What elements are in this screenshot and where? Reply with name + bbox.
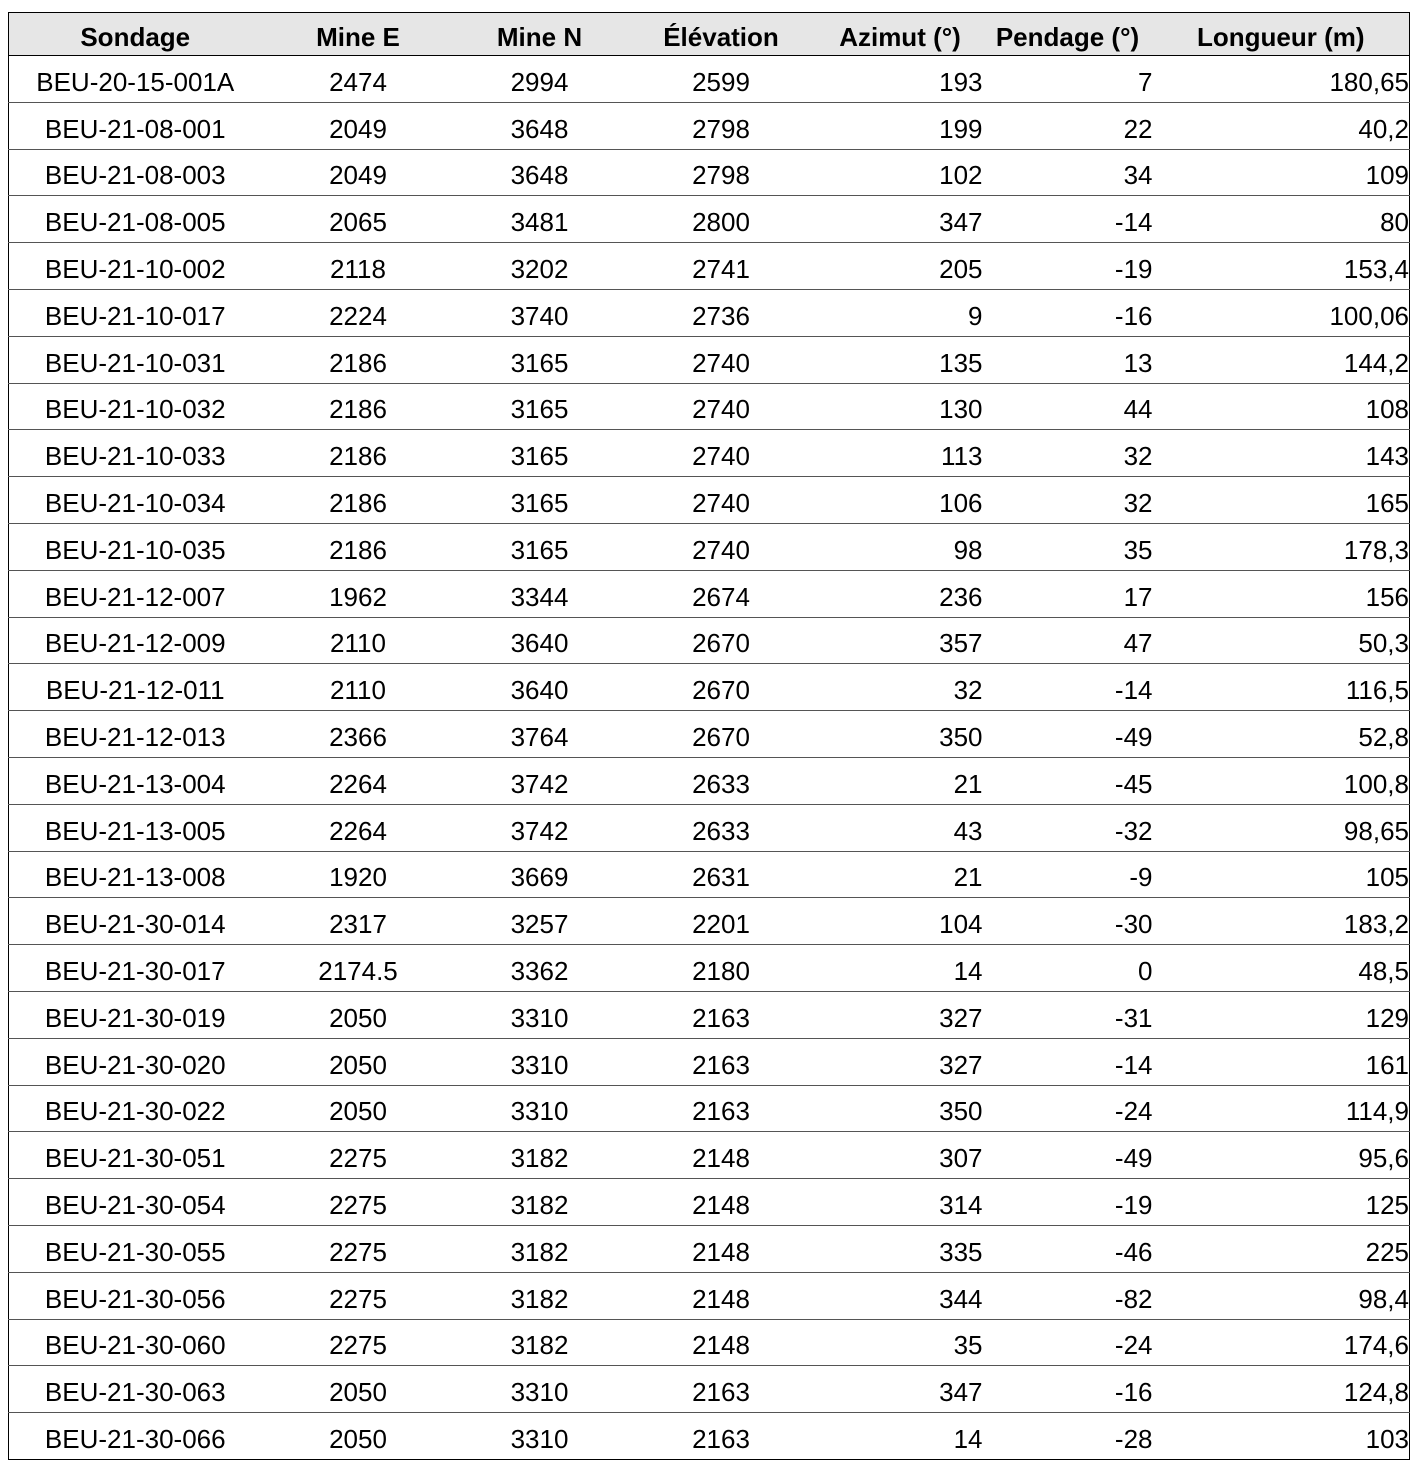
cell-sondage: BEU-21-30-060 [9, 1319, 262, 1366]
cell-elevation: 2740 [625, 383, 818, 430]
cell-longueur: 161 [1153, 1038, 1410, 1085]
cell-pendage: -19 [983, 1179, 1153, 1226]
cell-mine-n: 3640 [455, 617, 625, 664]
cell-azimut: 102 [818, 149, 983, 196]
header-elevation: Élévation [625, 13, 818, 56]
cell-azimut: 327 [818, 991, 983, 1038]
cell-mine-e: 2275 [262, 1225, 455, 1272]
cell-mine-n: 3742 [455, 804, 625, 851]
cell-sondage: BEU-21-13-004 [9, 757, 262, 804]
cell-pendage: 32 [983, 430, 1153, 477]
cell-pendage: -14 [983, 664, 1153, 711]
table-row [9, 664, 1410, 711]
cell-mine-n: 3764 [455, 711, 625, 758]
cell-sondage: BEU-21-08-003 [9, 149, 262, 196]
cell-azimut: 236 [818, 570, 983, 617]
header-mine-e: Mine E [262, 13, 455, 56]
cell-pendage: -31 [983, 991, 1153, 1038]
cell-azimut: 21 [818, 851, 983, 898]
cell-azimut: 344 [818, 1272, 983, 1319]
cell-mine-n: 3362 [455, 945, 625, 992]
cell-longueur: 156 [1153, 570, 1410, 617]
cell-mine-n: 3257 [455, 898, 625, 945]
cell-elevation: 2148 [625, 1272, 818, 1319]
cell-azimut: 106 [818, 477, 983, 524]
cell-mine-n: 3182 [455, 1179, 625, 1226]
cell-elevation: 2740 [625, 336, 818, 383]
cell-longueur: 178,3 [1153, 523, 1410, 570]
cell-pendage: -82 [983, 1272, 1153, 1319]
cell-mine-e: 2186 [262, 383, 455, 430]
cell-elevation: 2741 [625, 243, 818, 290]
cell-longueur: 95,6 [1153, 1132, 1410, 1179]
cell-longueur: 165 [1153, 477, 1410, 524]
cell-mine-n: 3481 [455, 196, 625, 243]
cell-mine-e: 2186 [262, 523, 455, 570]
cell-mine-n: 3165 [455, 477, 625, 524]
cell-azimut: 43 [818, 804, 983, 851]
cell-azimut: 32 [818, 664, 983, 711]
cell-pendage: 13 [983, 336, 1153, 383]
cell-mine-e: 2110 [262, 617, 455, 664]
cell-longueur: 225 [1153, 1225, 1410, 1272]
cell-mine-n: 3310 [455, 1038, 625, 1085]
cell-mine-n: 3742 [455, 757, 625, 804]
table-row [9, 617, 1410, 664]
cell-pendage: 44 [983, 383, 1153, 430]
cell-pendage: -28 [983, 1413, 1153, 1460]
cell-elevation: 2670 [625, 711, 818, 758]
cell-longueur: 80 [1153, 196, 1410, 243]
cell-pendage: -46 [983, 1225, 1153, 1272]
cell-mine-e: 2317 [262, 898, 455, 945]
cell-elevation: 2740 [625, 430, 818, 477]
cell-longueur: 109 [1153, 149, 1410, 196]
cell-azimut: 347 [818, 1366, 983, 1413]
cell-sondage: BEU-21-10-032 [9, 383, 262, 430]
table-row [9, 991, 1410, 1038]
cell-longueur: 100,06 [1153, 289, 1410, 336]
cell-longueur: 98,4 [1153, 1272, 1410, 1319]
cell-elevation: 2798 [625, 102, 818, 149]
cell-mine-e: 2275 [262, 1179, 455, 1226]
cell-azimut: 357 [818, 617, 983, 664]
cell-mine-n: 3310 [455, 991, 625, 1038]
cell-azimut: 21 [818, 757, 983, 804]
cell-azimut: 14 [818, 945, 983, 992]
cell-mine-e: 1920 [262, 851, 455, 898]
cell-mine-n: 3344 [455, 570, 625, 617]
cell-pendage: -14 [983, 1038, 1153, 1085]
cell-elevation: 2798 [625, 149, 818, 196]
table-row [9, 570, 1410, 617]
cell-pendage: 7 [983, 56, 1153, 103]
cell-mine-e: 2050 [262, 1085, 455, 1132]
cell-sondage: BEU-21-30-066 [9, 1413, 262, 1460]
cell-sondage: BEU-21-30-063 [9, 1366, 262, 1413]
cell-pendage: 17 [983, 570, 1153, 617]
header-longueur: Longueur (m) [1153, 13, 1410, 56]
cell-elevation: 2670 [625, 664, 818, 711]
cell-pendage: 22 [983, 102, 1153, 149]
cell-azimut: 104 [818, 898, 983, 945]
table-row [9, 523, 1410, 570]
cell-longueur: 143 [1153, 430, 1410, 477]
cell-sondage: BEU-21-12-007 [9, 570, 262, 617]
cell-mine-e: 2275 [262, 1319, 455, 1366]
cell-mine-e: 1962 [262, 570, 455, 617]
cell-elevation: 2599 [625, 56, 818, 103]
cell-pendage: -9 [983, 851, 1153, 898]
header-row [9, 13, 1410, 56]
cell-sondage: BEU-21-08-001 [9, 102, 262, 149]
cell-mine-n: 3182 [455, 1132, 625, 1179]
cell-elevation: 2631 [625, 851, 818, 898]
cell-sondage: BEU-21-30-017 [9, 945, 262, 992]
cell-mine-e: 2186 [262, 430, 455, 477]
cell-longueur: 50,3 [1153, 617, 1410, 664]
cell-pendage: 32 [983, 477, 1153, 524]
cell-sondage: BEU-21-08-005 [9, 196, 262, 243]
cell-pendage: 35 [983, 523, 1153, 570]
cell-mine-n: 3669 [455, 851, 625, 898]
cell-pendage: -24 [983, 1085, 1153, 1132]
cell-elevation: 2163 [625, 991, 818, 1038]
cell-mine-e: 2050 [262, 991, 455, 1038]
table-row [9, 196, 1410, 243]
cell-mine-n: 3310 [455, 1413, 625, 1460]
cell-azimut: 135 [818, 336, 983, 383]
cell-sondage: BEU-21-30-055 [9, 1225, 262, 1272]
cell-pendage: 0 [983, 945, 1153, 992]
cell-elevation: 2736 [625, 289, 818, 336]
cell-elevation: 2163 [625, 1413, 818, 1460]
cell-pendage: -16 [983, 1366, 1153, 1413]
cell-mine-e: 2275 [262, 1272, 455, 1319]
cell-mine-n: 3310 [455, 1085, 625, 1132]
cell-azimut: 350 [818, 711, 983, 758]
cell-longueur: 103 [1153, 1413, 1410, 1460]
cell-mine-e: 2110 [262, 664, 455, 711]
table-row [9, 102, 1410, 149]
table-row [9, 56, 1410, 103]
cell-pendage: -16 [983, 289, 1153, 336]
cell-elevation: 2148 [625, 1132, 818, 1179]
cell-pendage: -49 [983, 1132, 1153, 1179]
cell-mine-n: 3640 [455, 664, 625, 711]
table-row [9, 1413, 1410, 1460]
cell-pendage: -30 [983, 898, 1153, 945]
cell-mine-n: 3165 [455, 383, 625, 430]
cell-sondage: BEU-21-10-017 [9, 289, 262, 336]
cell-mine-n: 3648 [455, 102, 625, 149]
cell-pendage: 34 [983, 149, 1153, 196]
cell-elevation: 2148 [625, 1319, 818, 1366]
cell-azimut: 205 [818, 243, 983, 290]
table-row [9, 1366, 1410, 1413]
cell-sondage: BEU-21-30-019 [9, 991, 262, 1038]
cell-azimut: 327 [818, 1038, 983, 1085]
cell-elevation: 2800 [625, 196, 818, 243]
table-row [9, 1272, 1410, 1319]
cell-pendage: -24 [983, 1319, 1153, 1366]
cell-mine-n: 3648 [455, 149, 625, 196]
cell-sondage: BEU-20-15-001A [9, 56, 262, 103]
cell-mine-n: 3182 [455, 1319, 625, 1366]
cell-longueur: 100,8 [1153, 757, 1410, 804]
table-row [9, 383, 1410, 430]
cell-sondage: BEU-21-12-013 [9, 711, 262, 758]
header-pendage: Pendage (°) [983, 13, 1153, 56]
cell-elevation: 2148 [625, 1179, 818, 1226]
cell-azimut: 14 [818, 1413, 983, 1460]
cell-sondage: BEU-21-30-014 [9, 898, 262, 945]
cell-longueur: 183,2 [1153, 898, 1410, 945]
cell-mine-e: 2174.5 [262, 945, 455, 992]
cell-pendage: -19 [983, 243, 1153, 290]
cell-longueur: 125 [1153, 1179, 1410, 1226]
cell-azimut: 113 [818, 430, 983, 477]
cell-azimut: 130 [818, 383, 983, 430]
cell-longueur: 105 [1153, 851, 1410, 898]
cell-pendage: -32 [983, 804, 1153, 851]
cell-mine-e: 2049 [262, 102, 455, 149]
cell-mine-e: 2264 [262, 757, 455, 804]
cell-mine-n: 3740 [455, 289, 625, 336]
header-azimut: Azimut (°) [818, 13, 983, 56]
cell-mine-e: 2050 [262, 1038, 455, 1085]
table-row [9, 149, 1410, 196]
cell-pendage: -49 [983, 711, 1153, 758]
table-row [9, 243, 1410, 290]
cell-elevation: 2633 [625, 757, 818, 804]
header-sondage: Sondage [9, 13, 262, 56]
table-row [9, 1225, 1410, 1272]
table-row [9, 1085, 1410, 1132]
cell-mine-n: 2994 [455, 56, 625, 103]
cell-pendage: 47 [983, 617, 1153, 664]
table-row [9, 289, 1410, 336]
cell-azimut: 193 [818, 56, 983, 103]
cell-longueur: 144,2 [1153, 336, 1410, 383]
cell-mine-e: 2264 [262, 804, 455, 851]
cell-sondage: BEU-21-13-005 [9, 804, 262, 851]
cell-mine-n: 3165 [455, 523, 625, 570]
cell-sondage: BEU-21-13-008 [9, 851, 262, 898]
cell-elevation: 2670 [625, 617, 818, 664]
cell-longueur: 52,8 [1153, 711, 1410, 758]
cell-sondage: BEU-21-12-011 [9, 664, 262, 711]
cell-elevation: 2740 [625, 477, 818, 524]
cell-mine-n: 3182 [455, 1272, 625, 1319]
cell-longueur: 180,65 [1153, 56, 1410, 103]
table-row [9, 1038, 1410, 1085]
cell-mine-e: 2224 [262, 289, 455, 336]
cell-mine-e: 2186 [262, 477, 455, 524]
cell-azimut: 98 [818, 523, 983, 570]
cell-elevation: 2163 [625, 1366, 818, 1413]
cell-elevation: 2163 [625, 1085, 818, 1132]
cell-longueur: 48,5 [1153, 945, 1410, 992]
cell-mine-e: 2049 [262, 149, 455, 196]
cell-sondage: BEU-21-30-054 [9, 1179, 262, 1226]
header-mine-n: Mine N [455, 13, 625, 56]
table-body [9, 56, 1410, 1460]
cell-longueur: 108 [1153, 383, 1410, 430]
cell-mine-n: 3165 [455, 336, 625, 383]
cell-pendage: -45 [983, 757, 1153, 804]
cell-elevation: 2201 [625, 898, 818, 945]
table-row [9, 336, 1410, 383]
cell-mine-e: 2366 [262, 711, 455, 758]
cell-sondage: BEU-21-30-051 [9, 1132, 262, 1179]
cell-azimut: 347 [818, 196, 983, 243]
cell-longueur: 98,65 [1153, 804, 1410, 851]
cell-sondage: BEU-21-10-035 [9, 523, 262, 570]
cell-mine-e: 2118 [262, 243, 455, 290]
cell-mine-n: 3310 [455, 1366, 625, 1413]
cell-longueur: 40,2 [1153, 102, 1410, 149]
cell-longueur: 153,4 [1153, 243, 1410, 290]
cell-sondage: BEU-21-30-056 [9, 1272, 262, 1319]
cell-azimut: 350 [818, 1085, 983, 1132]
table-row [9, 804, 1410, 851]
cell-azimut: 314 [818, 1179, 983, 1226]
cell-elevation: 2180 [625, 945, 818, 992]
cell-elevation: 2148 [625, 1225, 818, 1272]
table-row [9, 711, 1410, 758]
cell-mine-e: 2065 [262, 196, 455, 243]
cell-elevation: 2163 [625, 1038, 818, 1085]
cell-azimut: 9 [818, 289, 983, 336]
table-row [9, 757, 1410, 804]
cell-sondage: BEU-21-10-033 [9, 430, 262, 477]
cell-elevation: 2633 [625, 804, 818, 851]
cell-mine-n: 3202 [455, 243, 625, 290]
cell-elevation: 2740 [625, 523, 818, 570]
table-row [9, 1179, 1410, 1226]
cell-mine-e: 2050 [262, 1413, 455, 1460]
cell-mine-e: 2474 [262, 56, 455, 103]
table-row [9, 945, 1410, 992]
table-row [9, 430, 1410, 477]
cell-mine-e: 2275 [262, 1132, 455, 1179]
cell-azimut: 307 [818, 1132, 983, 1179]
table-row [9, 1132, 1410, 1179]
cell-longueur: 114,9 [1153, 1085, 1410, 1132]
cell-sondage: BEU-21-10-002 [9, 243, 262, 290]
cell-mine-e: 2050 [262, 1366, 455, 1413]
drill-hole-table [8, 12, 1410, 1460]
cell-azimut: 35 [818, 1319, 983, 1366]
cell-mine-n: 3182 [455, 1225, 625, 1272]
cell-sondage: BEU-21-30-020 [9, 1038, 262, 1085]
cell-mine-e: 2186 [262, 336, 455, 383]
cell-sondage: BEU-21-12-009 [9, 617, 262, 664]
table-row [9, 898, 1410, 945]
cell-sondage: BEU-21-30-022 [9, 1085, 262, 1132]
cell-pendage: -14 [983, 196, 1153, 243]
cell-longueur: 174,6 [1153, 1319, 1410, 1366]
cell-longueur: 129 [1153, 991, 1410, 1038]
cell-azimut: 199 [818, 102, 983, 149]
cell-elevation: 2674 [625, 570, 818, 617]
cell-sondage: BEU-21-10-031 [9, 336, 262, 383]
cell-mine-n: 3165 [455, 430, 625, 477]
cell-azimut: 335 [818, 1225, 983, 1272]
table-row [9, 1319, 1410, 1366]
cell-sondage: BEU-21-10-034 [9, 477, 262, 524]
cell-longueur: 124,8 [1153, 1366, 1410, 1413]
table-row [9, 851, 1410, 898]
table-row [9, 477, 1410, 524]
cell-longueur: 116,5 [1153, 664, 1410, 711]
